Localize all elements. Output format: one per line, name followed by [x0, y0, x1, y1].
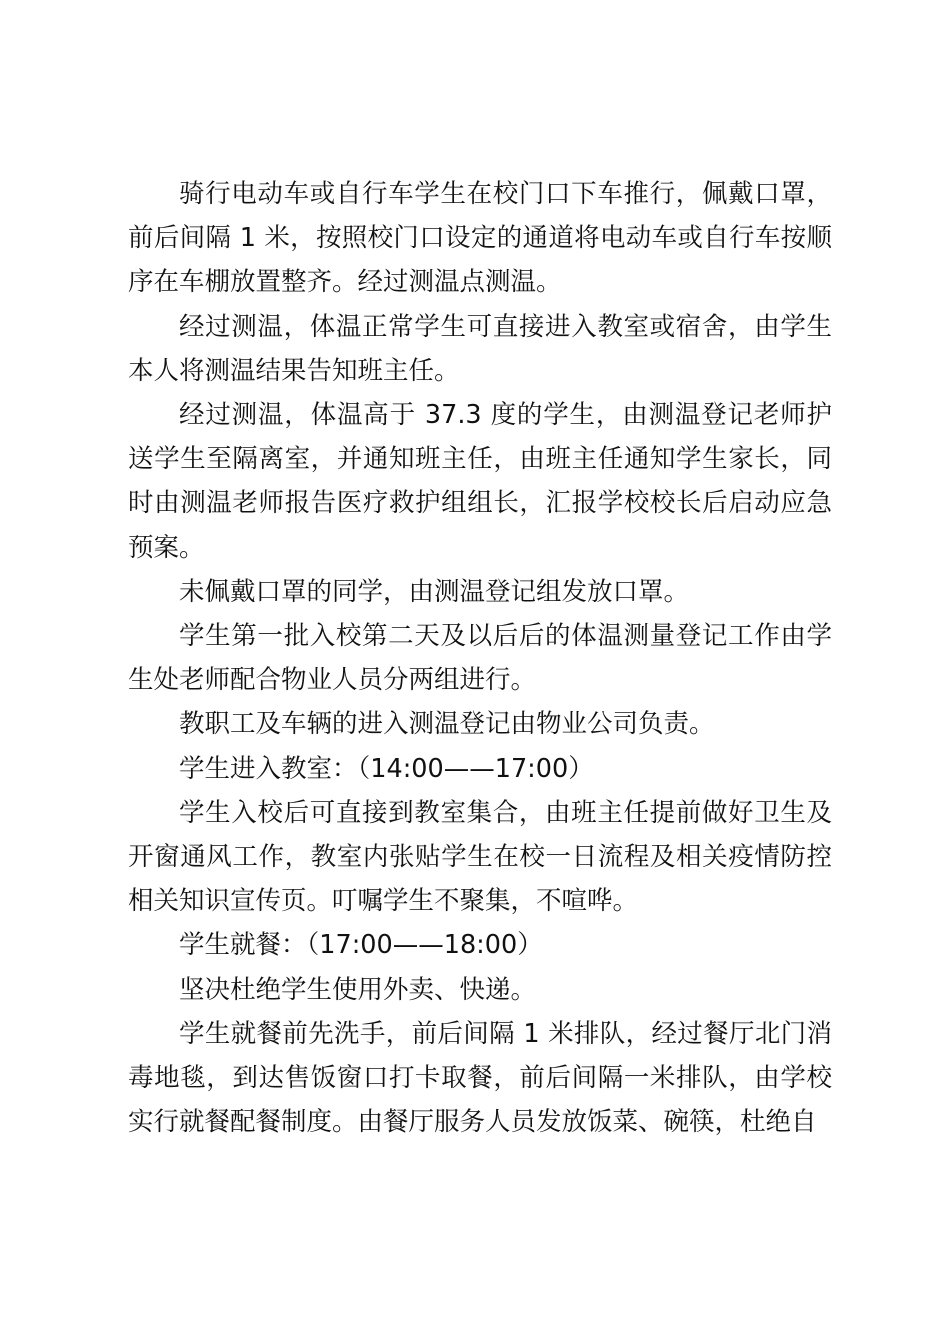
paragraph-staff-vehicles: 教职工及车辆的进入测温登记由物业公司负责。 — [179, 709, 715, 740]
paragraph-second-day-check: 学生第一批入校第二天及以后后的体温测量登记工作由学生处老师配合物业人员分两组进行。 — [128, 621, 832, 696]
paragraph-classroom-assembly: 学生入校后可直接到教室集合，由班主任提前做好卫生及开窗通风工作，教室内张贴学生在校一日流程及相关疫情防控相关知识宣传页。叮嘱学生不聚集，不喧哗。 — [128, 797, 832, 917]
paragraph-dining-procedure: 学生就餐前先洗手，前后间隔 1 米排队，经过餐厅北门消毒地毯，到达售饭窗口打卡取餐，前后间隔一米排队，由学校实行就餐配餐制度。由餐厅服务人员发放饭菜、碗筷，杜绝自 — [128, 1018, 832, 1138]
heading-enter-classroom: 学生进入教室：（14:00——17:00） — [179, 753, 594, 784]
paragraph-high-temperature: 经过测温，体温高于 37.3 度的学生，由测温登记老师护送学生至隔离室，并通知班主任，由班主任通知学生家长，同时由测温老师报告医疗救护组组长，汇报学校校长后启动应急预案。 — [128, 400, 832, 563]
paragraph-normal-temperature: 经过测温，体温正常学生可直接进入教室或宿舍，由学生本人将测温结果告知班主任。 — [128, 311, 832, 386]
document-page — [128, 172, 832, 1144]
paragraph-no-takeout: 坚决杜绝学生使用外卖、快递。 — [179, 974, 537, 1005]
paragraph-bicycle-entry: 骑行电动车或自行车学生在校门口下车推行，佩戴口罩，前后间隔 1 米，按照校门口设定的通道将电动车或自行车按顺序在车棚放置整齐。经过测温点测温。 — [128, 179, 832, 298]
heading-dining: 学生就餐：（17:00——18:00） — [179, 930, 543, 961]
paragraph-no-mask: 未佩戴口罩的同学，由测温登记组发放口罩。 — [179, 576, 690, 607]
